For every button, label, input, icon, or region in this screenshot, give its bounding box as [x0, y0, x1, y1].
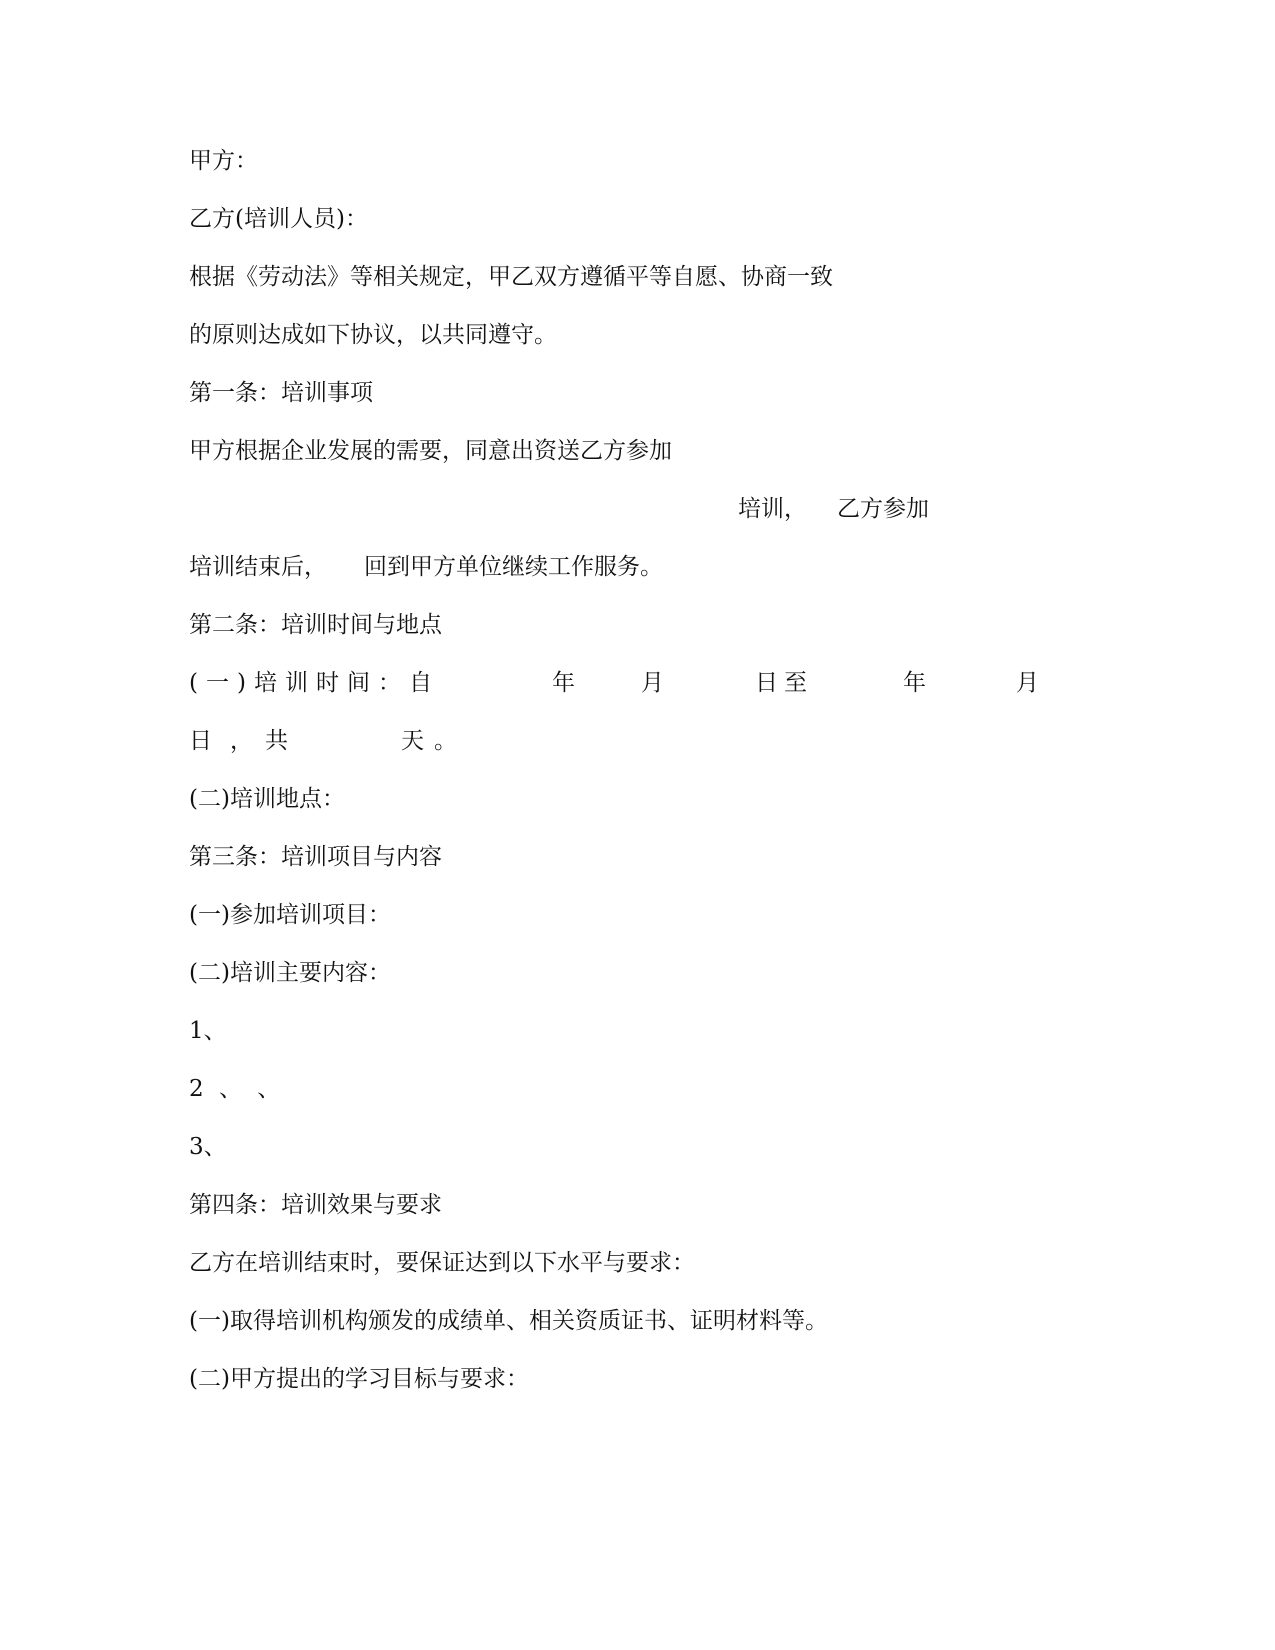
list-item: 2 、 、	[189, 1076, 285, 1102]
article-4-requirement-1: (一)取得培训机构颁发的成绩单、相关资质证书、证明材料等。	[189, 1308, 828, 1334]
article-2-days: 天。	[401, 728, 467, 754]
party-a-label: 甲方：	[189, 148, 258, 174]
article-2-month-2: 月	[1016, 670, 1039, 696]
article-2-day-to: 日至	[755, 670, 813, 696]
intro-text-line-1: 根据《劳动法》等相关规定，甲乙双方遵循平等自愿、协商一致	[189, 264, 833, 290]
article-2-day: 日，	[189, 728, 271, 754]
article-1-line-3a: 培训结束后，	[189, 554, 327, 580]
article-4-title: 第四条：培训效果与要求	[189, 1192, 442, 1218]
article-2-title: 第二条：培训时间与地点	[189, 612, 442, 638]
article-1-title: 第一条：培训事项	[189, 380, 373, 406]
article-4-requirement-2: (二)甲方提出的学习目标与要求：	[189, 1366, 529, 1392]
party-b-label: 乙方(培训人员)：	[189, 206, 368, 232]
article-2-year-1: 年	[552, 670, 575, 696]
article-2-total: 共	[265, 728, 288, 754]
article-4-intro: 乙方在培训结束时，要保证达到以下水平与要求：	[189, 1250, 695, 1276]
list-item: 1、	[189, 1018, 227, 1044]
article-2-place: (二)培训地点：	[189, 786, 345, 812]
article-1-party-b-attend: 乙方参加	[837, 496, 929, 522]
article-1-line-1: 甲方根据企业发展的需要，同意出资送乙方参加	[189, 438, 672, 464]
article-2-year-2: 年	[903, 670, 926, 696]
article-2-month-1: 月	[641, 670, 664, 696]
article-1-training-blank: 培训，	[738, 496, 807, 522]
article-3-project: (一)参加培训项目：	[189, 902, 391, 928]
article-3-content: (二)培训主要内容：	[189, 960, 391, 986]
article-1-line-3b: 回到甲方单位继续工作服务。	[364, 554, 663, 580]
list-item: 3、	[189, 1134, 227, 1160]
article-3-title: 第三条：培训项目与内容	[189, 844, 442, 870]
intro-text-line-2: 的原则达成如下协议，以共同遵守。	[189, 322, 557, 348]
article-2-time-label: (一)培训时间：自	[189, 670, 440, 696]
